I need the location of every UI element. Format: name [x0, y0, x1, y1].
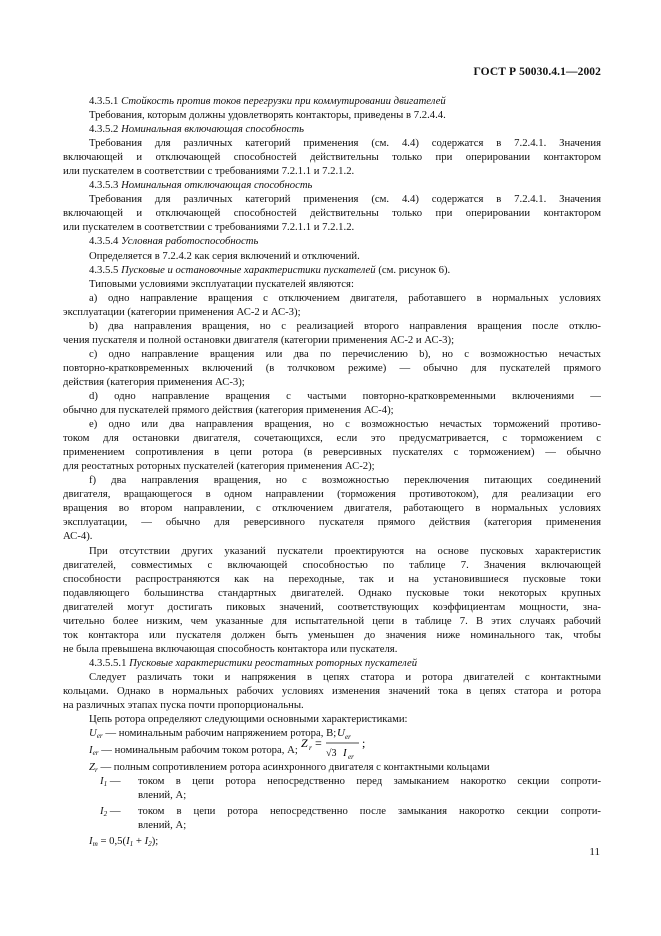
definition-line: током в цепи ротора непосредственно после замыкания накоротко секции сопроти-	[138, 805, 601, 817]
subscript: r	[94, 766, 98, 775]
paragraph-line: или пускателем в соответствии с требованиями 7.2.1.1 и 7.2.1.2.	[63, 165, 355, 178]
formula-close: );	[151, 835, 159, 847]
formula-denominator-i: I	[343, 747, 347, 759]
document-body	[63, 94, 601, 777]
formula-lhs: Z	[301, 736, 308, 750]
clause-number: 4.3.5.2	[89, 123, 119, 136]
formula-numerator: U	[337, 727, 345, 739]
standard-header: ГОСТ Р 50030.4.1—2002	[473, 66, 601, 78]
paragraph-line: способности распространяются как на переходные, так и на установившиеся пусковые токи	[63, 572, 601, 585]
clause-title: Номинальная включающая способность	[121, 123, 304, 136]
subscript: 2	[103, 810, 108, 818]
formula-equals: =	[315, 736, 322, 750]
clause-title: Номинальная отключающая способность	[121, 179, 313, 192]
list-item-c: с) одно направление вращения или два по перечислению b), но с возможностью нечастых	[89, 347, 601, 360]
subscript: er	[92, 749, 99, 758]
definition-i2	[63, 804, 601, 834]
paragraph-line: на различных этапах пуска почти пропорциональны.	[63, 699, 304, 712]
definition-line: влений, А;	[138, 789, 187, 802]
definition-text: — полным сопротивлением ротора асинхронного двигателя с контактными кольцами	[97, 761, 490, 774]
clause-number: 4.3.5.4	[89, 235, 119, 248]
page-number: 11	[589, 846, 600, 858]
clause-4-3-5-4	[63, 234, 601, 248]
subscript: er	[96, 732, 103, 741]
clause-title: Пусковые характеристики реостатных роторных пускателей	[129, 656, 418, 669]
clause-number: 4.3.5.5	[89, 263, 119, 276]
clause-4-3-5-5	[63, 263, 601, 277]
clause-title: Стойкость против токов перегрузки при коммутировании двигателей	[121, 95, 446, 107]
definition-line: влений, А;	[138, 819, 187, 832]
clause-title: Условная работоспособность	[121, 235, 259, 248]
subscript: 1	[129, 840, 134, 848]
subscript: m	[92, 840, 98, 848]
clause-4-3-5-5-1	[63, 656, 601, 670]
paragraph-line: включающей и отключающей способностей действительны только при оперировании контактором	[63, 151, 601, 164]
definition-line: током в цепи ротора непосредственно перед замыканием накоротко секции сопроти-	[138, 775, 601, 787]
paragraph-line: подавляющего большинства стандартных двигателей. Однако пусковые токи некоторых крупных	[63, 586, 601, 599]
list-item-f-cont: эксплуатации, — обычно для реверсивного пускателя прямого действия (категория применения	[63, 516, 601, 529]
clause-4-3-5-3	[63, 178, 601, 192]
paragraph-line: включающей и отключающей способностей действительны только при оперировании контактором	[63, 207, 601, 220]
list-item-c-cont: повторно-кратковременных включений (в толчковом режиме) — обычно для пускателей прямого	[63, 361, 601, 374]
formula-numerator-sub: er	[345, 733, 351, 741]
list-item-e-cont: применением сопротивления в цепи ротора (в реверсивных пускателях с торможением) — обычно	[63, 446, 601, 459]
symbol-z: Z	[89, 761, 95, 774]
list-item-b-cont: чения пускателя и полной остановки двигателя (категории применения АС-2 и АС-3);	[63, 333, 455, 346]
current-definitions	[63, 774, 601, 851]
paragraph-line: Требования для различных категорий применения (см. 4.4) содержатся в 7.2.4.1. Значения	[89, 193, 601, 206]
symbol-u: U	[89, 727, 97, 740]
list-item-a-cont: эксплуатации (категории применения АС-2 и АС-3);	[63, 305, 301, 318]
impedance-formula	[299, 724, 419, 764]
list-item-d: d) одно направление вращения с частыми повторно-кратковременными включениями —	[89, 389, 601, 402]
symbol-i: I	[89, 835, 93, 847]
subscript: 2	[148, 840, 152, 848]
subscript: 1	[103, 780, 108, 788]
list-item-f-cont: АС-4).	[63, 530, 93, 543]
list-item-f-cont: двигателя, вращающегося в одном направлении (торможения противотоком), для реализации его	[63, 488, 601, 501]
symbol-i: I	[100, 805, 104, 817]
formula-denominator-sub: er	[348, 753, 354, 761]
dash: —	[107, 775, 121, 787]
paragraph-line: двигателей, совместимых с включающей способностью по таблице 7. Значения включающей	[63, 558, 601, 571]
paragraph: Требования, которым должны удовлетворять контакторы, приведены в 7.2.4.4.	[89, 109, 446, 122]
paragraph-line: Требования для различных категорий применения (см. 4.4) содержатся в 7.2.4.1. Значения	[89, 137, 601, 150]
symbol-i: I	[126, 835, 130, 847]
list-item-f: f) два направления вращения, но с возможностью переключения питающих соединений	[89, 474, 601, 487]
formula-lhs-sub: r	[309, 743, 312, 752]
list-item-c-cont: действия (категория применения АС-3);	[63, 375, 245, 388]
symbol-i: I	[144, 835, 149, 847]
list-item-d-cont: обычно для пускателей прямого действия (категория применения АС-4);	[63, 404, 394, 417]
paragraph-line: не была превышена включающая способность контактора или пускателя.	[63, 642, 398, 655]
symbol-i: I	[100, 775, 104, 787]
clause-number: 4.3.5.5.1	[89, 656, 127, 669]
list-item-b: b) два направления вращения, но с реализацией второго направления вращения после отклю-	[89, 319, 601, 332]
paragraph-line: или пускателем в соответствии с требованиями 7.2.1.1 и 7.2.1.2.	[63, 221, 355, 234]
clause-4-3-5-2	[63, 122, 601, 136]
paragraph-line: При отсутствии других указаний пускатели проектируются на основе пусковых характеристик	[89, 544, 601, 557]
definition-im	[63, 834, 601, 851]
clause-tail: (см. рисунок 6).	[375, 263, 451, 276]
definition-i1	[63, 774, 601, 804]
paragraph: Определяется в 7.2.4.2 как серия включений и отключений.	[89, 249, 360, 262]
plus: +	[133, 835, 145, 847]
clause-4-3-5-1	[63, 94, 601, 108]
paragraph-line: кольцами. Однако в нормальных рабочих условиях изменения значений тока в цепях статора и ротора	[63, 684, 601, 697]
clause-number: 4.3.5.3	[89, 179, 119, 192]
paragraph-line: ток контактора или пускателя должен быть уменьшен до значения ниже номинального так, чтобы	[63, 628, 601, 641]
paragraph-line: двигателей могут достигать пиковых значений, соответствующих коэффициентам мощности, зна-	[63, 600, 601, 613]
formula-semicolon: ;	[362, 736, 366, 750]
symbol-i: I	[89, 744, 93, 757]
formula-root: √3	[326, 748, 337, 759]
dash: —	[107, 805, 121, 817]
paragraph-line: Следует различать токи и напряжения в цепях статора и ротора двигателей с контактными	[89, 670, 601, 683]
definition-text: — номинальным рабочим напряжением ротора, В;	[102, 727, 337, 740]
paragraph-line: чительно более низким, чем указанные для испытательной цепи в таблице 7. В этих случаях рабочий	[63, 614, 601, 627]
formula-text: = 0,5(	[97, 835, 127, 847]
definition-text: — номинальным рабочим током ротора, А;	[98, 744, 298, 757]
paragraph-line: Цепь ротора определяют следующими основными характеристиками:	[89, 713, 408, 726]
list-item-e-cont: током для остановки двигателя, сочетающихся, если это предусматривается, с торможением с	[63, 432, 601, 445]
list-item-f-cont: вращения во втором направлении, с отключением двигателя, работающего в нормальных условиях	[63, 502, 601, 515]
paragraph: Типовыми условиями эксплуатации пускателей являются:	[89, 277, 354, 290]
clause-number: 4.3.5.1	[89, 95, 119, 107]
clause-title: Пусковые и остановочные характеристики пускателей	[121, 263, 376, 276]
list-item-a: а) одно направление вращения с отключением двигателя, работавшего в нормальных условиях	[89, 291, 601, 304]
list-item-e-cont: для реостатных роторных пускателей (категория применения АС-2);	[63, 460, 375, 473]
list-item-e: е) одно или два направления вращения, но с возможностью нечастых торможений противо-	[89, 418, 601, 431]
